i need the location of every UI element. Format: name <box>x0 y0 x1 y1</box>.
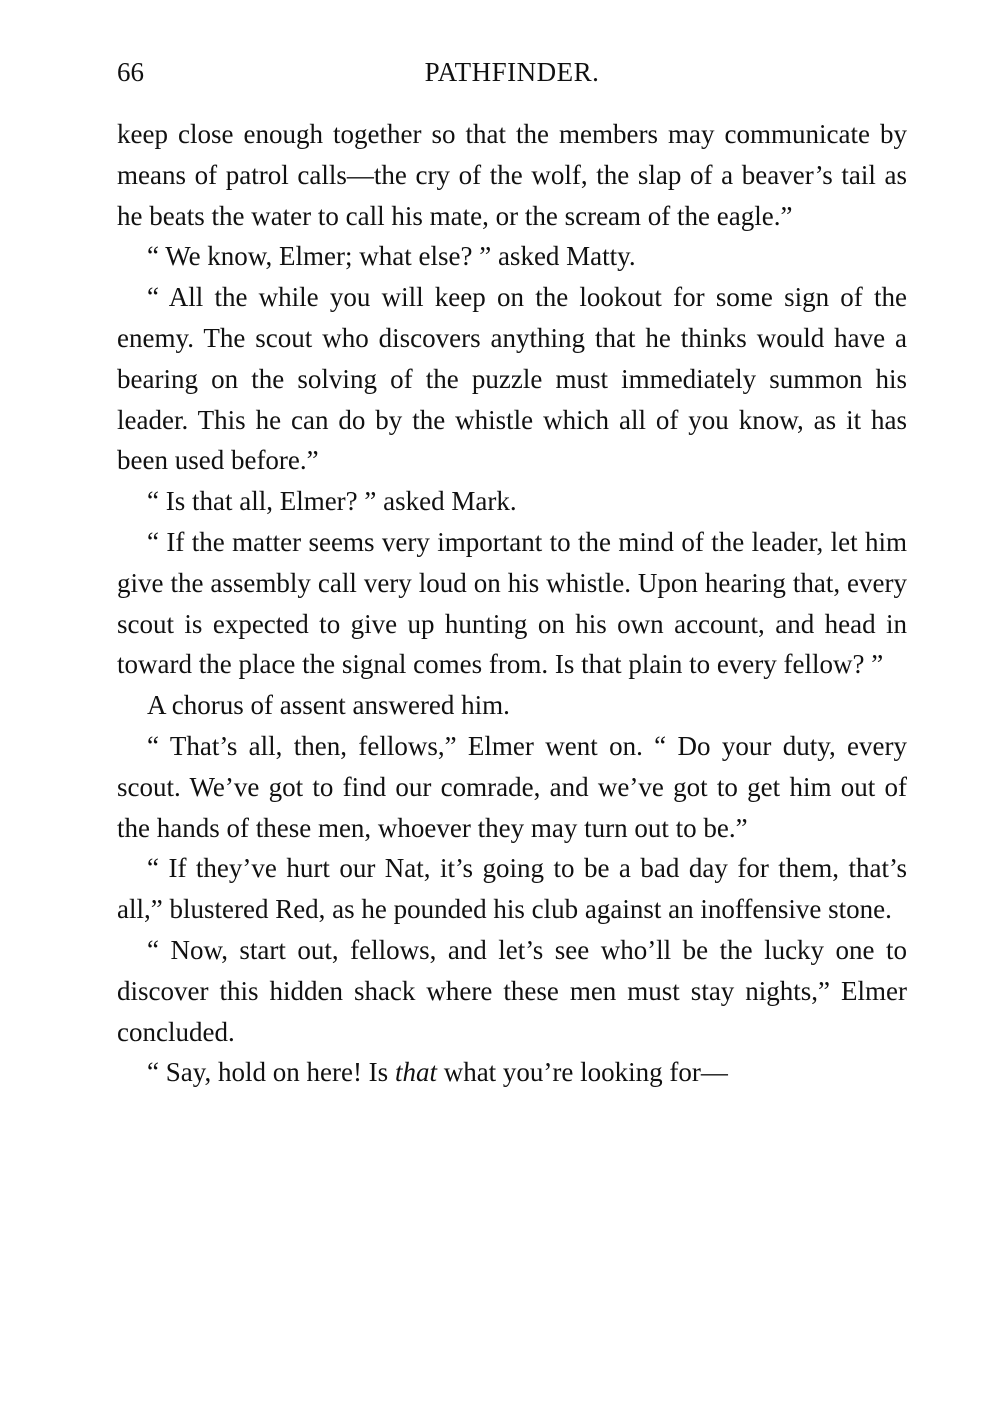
paragraph-hold-on-end: what you’re looking for— <box>436 1057 728 1088</box>
paragraph-elmer-duty: “ That’s all, then, fellows,” Elmer went on. “ Do your duty, every scout. We’ve got to find our comrade, and we’ve got to get him out of the hands of these men, whoever they may turn out to be.” <box>117 730 907 843</box>
page-number: 66 <box>117 57 144 87</box>
page-header <box>117 52 907 92</box>
paragraph-matty-question: “ We know, Elmer; what else? ” asked Matty. <box>147 241 636 272</box>
paragraph-hold-on <box>117 1052 907 1093</box>
paragraph-chorus-assent: A chorus of assent answered him. <box>147 690 510 721</box>
running-title: PATHFINDER. <box>424 57 600 87</box>
body-text <box>117 114 907 1093</box>
book-page <box>117 52 907 1093</box>
paragraph-mark-question: “ Is that all, Elmer? ” asked Mark. <box>147 486 517 517</box>
paragraph-red-blusters: “ If they’ve hurt our Nat, it’s going to be a bad day for them, that’s all,” blustered Red, as he pounded his club against an inoffensive stone. <box>117 853 907 925</box>
paragraph-hold-on-start: “ Say, hold on here! Is <box>147 1057 395 1088</box>
paragraph-continued: keep close enough together so that the members may communicate by means of patrol calls—the cry of the wolf, the slap of a beaver’s tail as he beats the water to call his mate, or the scream of the eagle.” <box>117 119 907 231</box>
emphasized-word: that <box>394 1057 437 1088</box>
paragraph-elmer-concludes: “ Now, start out, fellows, and let’s see who’ll be the lucky one to discover this hidden shack where these men must stay nights,” Elmer concluded. <box>117 934 907 1047</box>
paragraph-lookout-instructions: “ All the while you will keep on the lookout for some sign of the enemy. The scout who discovers anything that he thinks would have a bearing on the solving of the puzzle must immediately summon his leader. This he can do by the whistle which all of you know, as it has been used before.” <box>117 282 907 476</box>
paragraph-assembly-call: “ If the matter seems very important to the mind of the leader, let him give the assembly call very loud on his whistle. Upon hearing that, every scout is expected to give up hunting on his own account, and head in toward the place the signal comes from. Is that plain to every fellow? ” <box>117 526 907 680</box>
